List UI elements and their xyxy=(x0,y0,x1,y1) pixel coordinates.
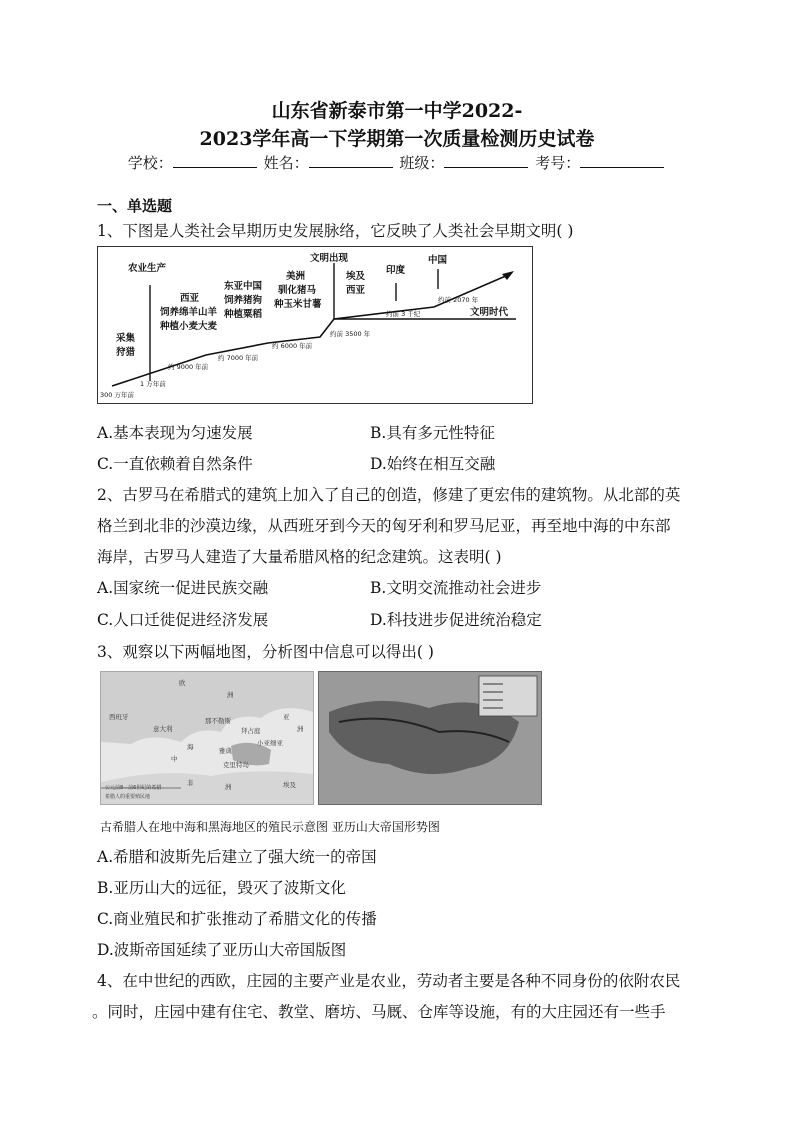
q3-option-c[interactable]: C.商业殖民和扩张推动了希腊文化的传播 xyxy=(97,910,377,928)
map-spain: 西班牙 xyxy=(109,713,129,721)
label-egypt: 埃及 xyxy=(346,271,366,282)
time-9000-years: 约 9000 年前 xyxy=(168,363,209,371)
q2-stem-line2: 格兰到北非的沙漠边缘，从西班牙到今天的匈牙利和罗马尼亚，再至地中海的中东部 xyxy=(97,517,671,535)
q2-option-b[interactable]: B.文明交流推动社会进步 xyxy=(370,579,542,597)
exam-number-blank[interactable] xyxy=(580,153,664,168)
map-italy: 意大利 xyxy=(153,725,173,733)
q2-option-a[interactable]: A.国家统一促进民族交融 xyxy=(97,579,269,597)
map-egypt: 埃及 xyxy=(283,781,296,789)
map-legend-period: 公元前8—前6世纪的希腊 xyxy=(105,785,162,791)
map-legend-colonies: 希腊人的重要殖民地 xyxy=(105,794,151,800)
label-eastasia: 东亚中国 xyxy=(224,281,263,292)
label-westasia: 西亚 xyxy=(180,293,200,304)
label-china: 中国 xyxy=(428,255,448,266)
q3-stem: 3、观察以下两幅地图，分析图中信息可以得出( ) xyxy=(97,643,434,661)
map-africa-2: 洲 xyxy=(225,783,232,791)
label-hunting: 狩猎 xyxy=(116,347,136,358)
map-asia-1: 亚 xyxy=(283,713,290,721)
alexander-empire-map xyxy=(318,671,542,805)
map-byzantium: 拜占庭 xyxy=(241,727,261,735)
q3-option-b[interactable]: B.亚历山大的远征，毁灭了波斯文化 xyxy=(97,879,346,897)
q1-option-b[interactable]: B.具有多元性特征 xyxy=(370,424,495,442)
map-europe-2: 洲 xyxy=(227,691,234,699)
label-civilization-era: 文明时代 xyxy=(470,307,509,318)
time-3m-years: 300 万年前 xyxy=(100,391,134,399)
map-europe-1: 欧 xyxy=(179,679,186,687)
label-westasia-2: 西亚 xyxy=(346,285,366,296)
name-label: 姓名： xyxy=(263,154,309,172)
label-india: 印度 xyxy=(386,265,406,276)
map-asia-minor: 小亚细亚 xyxy=(257,739,283,747)
exam-title-line2: 2023学年高一下学期第一次质量检测历史试卷 xyxy=(199,128,595,150)
label-eastasia-crops: 种植粟稻 xyxy=(224,309,263,320)
exam-number-label: 考号： xyxy=(535,154,581,172)
q3-option-d[interactable]: D.波斯帝国延续了亚历山大帝国版图 xyxy=(97,941,347,959)
school-label: 学校： xyxy=(127,154,173,172)
map-africa-1: 非 xyxy=(187,779,194,787)
q2-stem-line3: 海岸，古罗马人建造了大量希腊风格的纪念建筑。这表明( ) xyxy=(97,548,502,566)
q2-option-c[interactable]: C.人口迁徙促进经济发展 xyxy=(97,611,269,629)
alexander-map-shapes xyxy=(319,672,541,804)
label-agriculture: 农业生产 xyxy=(128,263,167,274)
name-blank[interactable] xyxy=(309,153,393,168)
time-3rd-millennium-bc: 约前 3 千纪 xyxy=(386,310,421,318)
q3-map-caption: 古希腊人在地中海和黑海地区的殖民示意图 亚历山大帝国形势图 xyxy=(100,820,440,834)
map-asia-2: 洲 xyxy=(297,725,304,733)
label-westasia-animals: 饲养绵羊山羊 xyxy=(160,307,218,318)
time-3500-bc: 约前 3500 年 xyxy=(330,330,371,338)
student-info-fields xyxy=(0,152,794,173)
map-middle: 中 xyxy=(171,755,178,763)
q1-option-a[interactable]: A.基本表现为匀速发展 xyxy=(97,424,253,442)
time-6000-years: 约 6000 年前 xyxy=(272,342,313,350)
label-americas-animals: 驯化猪马 xyxy=(278,285,317,296)
label-americas: 美洲 xyxy=(286,271,306,282)
q2-stem-line1: 2、古罗马在希腊式的建筑上加入了自己的创造，修建了更宏伟的建筑物。从北部的英 xyxy=(97,486,681,504)
map-sea: 海 xyxy=(187,743,194,751)
q1-timeline-figure xyxy=(97,246,533,404)
map-athens: 雅典 xyxy=(219,747,232,755)
class-blank[interactable] xyxy=(444,153,528,168)
section-heading: 一、单选题 xyxy=(97,197,173,215)
q1-stem: 1、下图是人类社会早期历史发展脉络，它反映了人类社会早期文明( ) xyxy=(97,222,574,240)
label-americas-crops: 种玉米甘薯 xyxy=(274,299,322,310)
label-gathering: 采集 xyxy=(116,333,136,344)
time-10k-years: 1 万年前 xyxy=(140,380,166,388)
q1-option-d[interactable]: D.始终在相互交融 xyxy=(370,455,496,473)
time-7000-years: 约 7000 年前 xyxy=(218,354,259,362)
label-eastasia-animals: 饲养猪狗 xyxy=(224,295,263,306)
school-blank[interactable] xyxy=(173,153,257,168)
class-label: 班级： xyxy=(399,154,445,172)
q2-option-d[interactable]: D.科技进步促进统治稳定 xyxy=(370,611,542,629)
q4-stem-line1: 4、在中世纪的西欧，庄园的主要产业是农业，劳动者主要是各种不同身份的依附农民 xyxy=(97,972,681,990)
q3-option-a[interactable]: A.希腊和波斯先后建立了强大统一的帝国 xyxy=(97,848,377,866)
map-naples: 那不勒斯 xyxy=(205,717,231,725)
q1-option-c[interactable]: C.一直依赖着自然条件 xyxy=(97,455,253,473)
q4-stem-line2: 。同时，庄园中建有住宅、教堂、磨坊、马厩、仓库等设施，有的大庄园还有一些手 xyxy=(92,1003,666,1021)
greek-colonization-map xyxy=(100,671,314,805)
map-crete: 克里特岛 xyxy=(223,761,249,769)
label-civilization-appears: 文明出现 xyxy=(310,253,349,264)
label-westasia-crops: 种植小麦大麦 xyxy=(160,321,218,332)
exam-title-line1: 山东省新泰市第一中学2022- xyxy=(271,100,523,122)
time-2070-bc: 约前 2070 年 xyxy=(438,296,479,304)
